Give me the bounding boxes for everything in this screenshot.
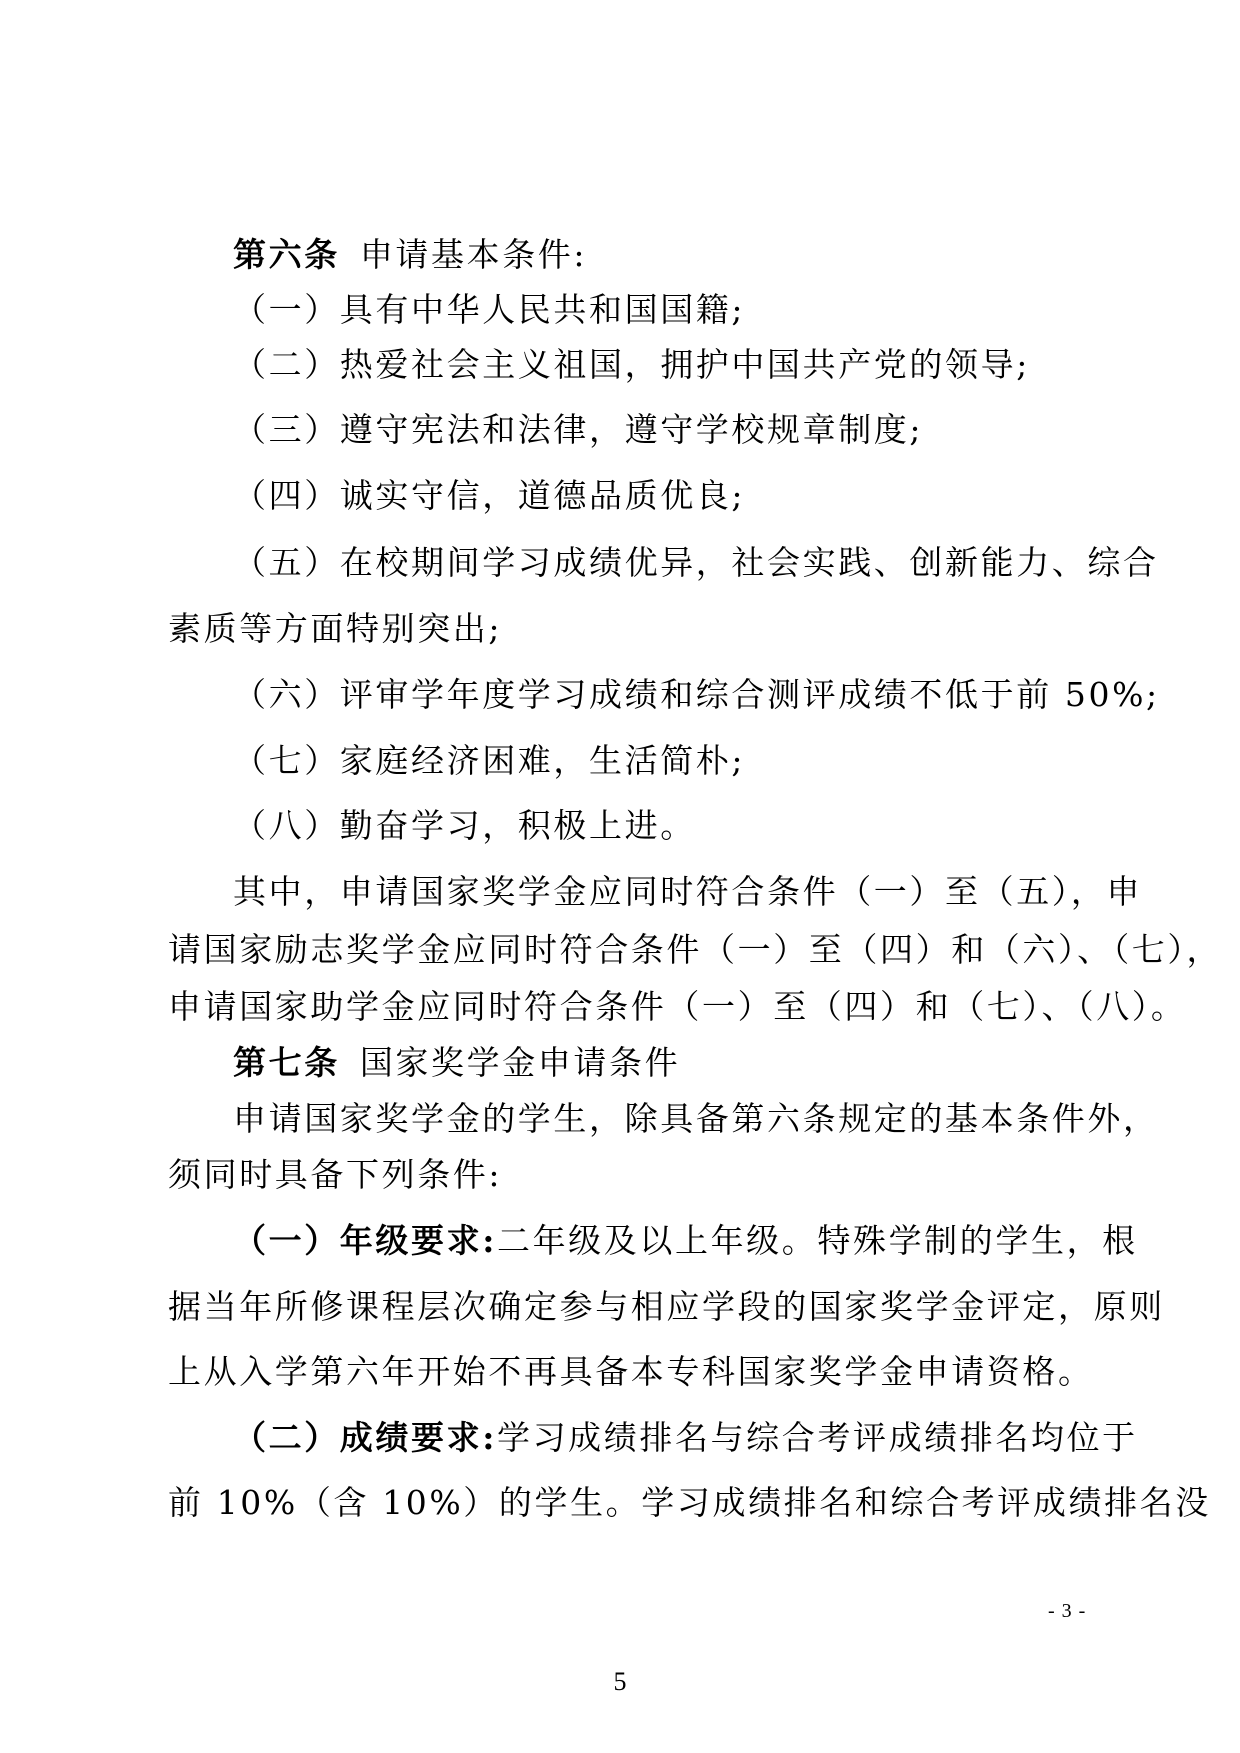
article7-intro-line1: 申请国家奖学金的学生，除具备第六条规定的基本条件外， [233,1099,1159,1138]
article6-item-8: （八）勤奋学习，积极上进。 [233,806,696,845]
article7-title: 第七条 [233,1043,340,1082]
req1-text: 二年级及以上年级。特殊学制的学生，根 [496,1221,1138,1260]
article6-note-line1: 其中，申请国家奖学金应同时符合条件（一）至（五），申 [233,872,1143,911]
page-number-inner: - 3 - [1048,1600,1087,1622]
article7-intro-line2: 须同时具备下列条件: [168,1155,503,1194]
article7-req2-line2: 前 10%（含 10%）的学生。学习成绩排名和综合考评成绩排名没 [168,1483,1211,1522]
article7-heading: 国家奖学金申请条件 [359,1043,681,1082]
article7-req1-line3: 上从入学第六年开始不再具备本专科国家奖学金申请资格。 [168,1352,1094,1391]
article6-item-7: （七）家庭经济困难，生活简朴; [233,741,746,780]
article6-item-1: （一）具有中华人民共和国国籍; [233,290,746,329]
article7-heading-line [233,1043,680,1083]
article7-req1-line1 [233,1221,1138,1261]
article6-item-5-line1: （五）在校期间学习成绩优异，社会实践、创新能力、综合 [233,543,1159,582]
article6-heading-line [233,235,587,275]
article7-req2-line1 [233,1418,1138,1458]
article6-item-5-line2: 素质等方面特别突出; [168,609,503,648]
article6-note-line2: 请国家励志奖学金应同时符合条件（一）至（四）和（六）、（七）， [168,930,1223,969]
req2-label: （二）成绩要求: [233,1418,497,1457]
article6-item-6: （六）评审学年度学习成绩和综合测评成绩不低于前 50%; [233,675,1160,714]
article6-item-2: （二）热爱社会主义祖国，拥护中国共产党的领导; [233,345,1030,384]
article7-req1-line2: 据当年所修课程层次确定参与相应学段的国家奖学金评定，原则 [168,1287,1165,1326]
article6-heading: 申请基本条件: [359,235,588,274]
article6-title: 第六条 [233,235,340,274]
article6-item-4: （四）诚实守信，道德品质优良; [233,476,746,515]
article6-item-3: （三）遵守宪法和法律，遵守学校规章制度; [233,410,924,449]
article6-note-line3: 申请国家助学金应同时符合条件（一）至（四）和（七）、（八）。 [168,987,1187,1026]
req2-text: 学习成绩排名与综合考评成绩排名均位于 [496,1418,1138,1457]
page-number-outer: 5 [613,1667,627,1696]
req1-label: （一）年级要求: [233,1221,497,1260]
